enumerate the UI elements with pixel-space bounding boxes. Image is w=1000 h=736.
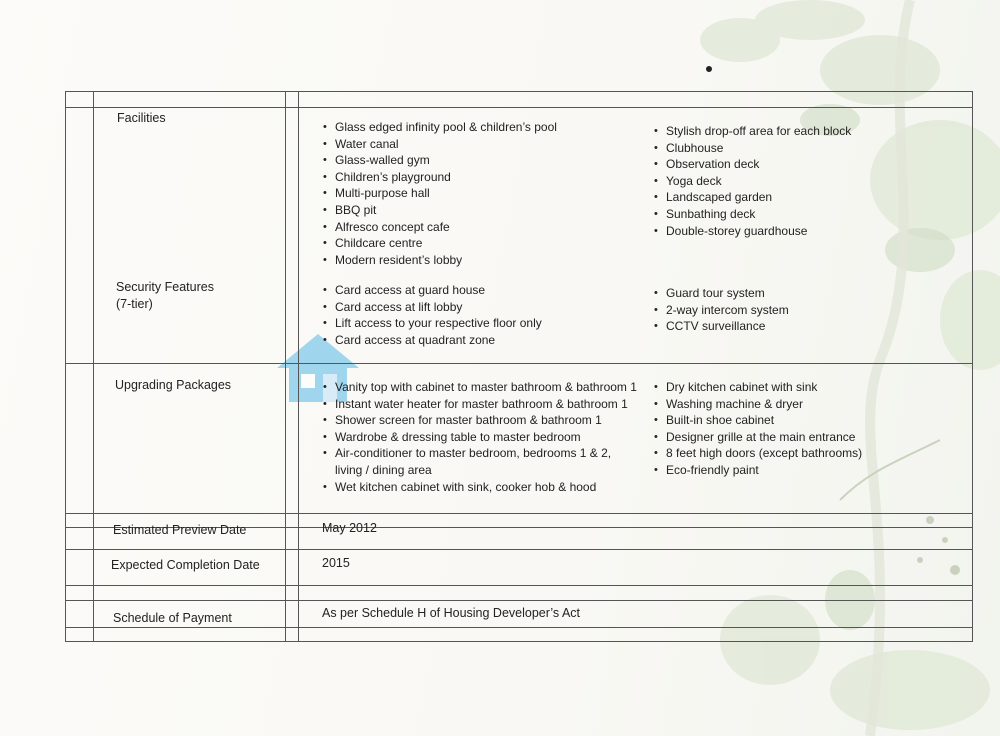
list-item: • Guard tour system: [654, 286, 765, 300]
list-item: • Eco-friendly paint: [654, 462, 759, 477]
bullet-icon: •: [323, 237, 327, 250]
bullet-icon: •: [654, 207, 658, 220]
bullet-icon: •: [654, 174, 658, 187]
table-column-divider: [285, 92, 286, 641]
bullet-icon: •: [323, 480, 327, 493]
table-row-divider: [65, 363, 973, 364]
bullet-icon: •: [323, 284, 327, 296]
bullet-icon: •: [654, 447, 658, 460]
payment-schedule-label: Schedule of Payment: [113, 611, 232, 625]
bullet-icon: •: [654, 224, 658, 237]
preview-date-value: May 2012: [322, 521, 377, 535]
list-item: • Glass-walled gym: [323, 153, 430, 168]
list-item: • Sunbathing deck: [654, 206, 756, 221]
list-item: • Washing machine & dryer: [654, 396, 803, 411]
bullet-icon: •: [323, 333, 327, 346]
bullet-icon: •: [323, 137, 327, 150]
list-item: • Dry kitchen cabinet with sink: [654, 380, 818, 394]
bullet-icon: •: [323, 253, 327, 266]
list-item: • Double-storey guardhouse: [654, 223, 808, 238]
table-border-right: [972, 92, 973, 641]
facilities-list-left: [322, 119, 652, 268]
bullet-icon: •: [654, 125, 658, 137]
list-item: • 2-way intercom system: [654, 302, 789, 317]
security-list-right: [653, 285, 963, 335]
table-row-divider: [65, 585, 973, 586]
security-label: [116, 279, 214, 313]
bullet-icon: •: [323, 121, 327, 133]
bullet-icon: •: [323, 430, 327, 443]
list-item: • Stylish drop-off area for each block: [654, 124, 852, 138]
ink-dot: [706, 66, 712, 72]
security-label-title: Security Features: [116, 280, 214, 294]
upgrading-list-right: [653, 379, 963, 479]
list-item: • Alfresco concept cafe: [323, 219, 450, 234]
table-row-divider: [65, 627, 973, 628]
list-item: • Wardrobe & dressing table to master bedroom: [323, 429, 581, 444]
list-item: • Water canal: [323, 136, 399, 151]
table-header-rule: [65, 107, 973, 108]
list-item: • Observation deck: [654, 157, 760, 172]
list-item: • Card access at guard house: [323, 283, 486, 297]
bullet-icon: •: [323, 203, 327, 216]
bullet-icon: •: [323, 381, 327, 393]
list-item: • Shower screen for master bathroom & bathroom 1: [323, 413, 602, 428]
list-item: • Air-conditioner to master bedroom, bedrooms 1 & 2, living / dining area: [323, 446, 612, 477]
upgrading-list-left: [322, 379, 642, 495]
bullet-icon: •: [654, 414, 658, 427]
bullet-icon: •: [654, 397, 658, 410]
list-item: • Wet kitchen cabinet with sink, cooker hob & hood: [323, 479, 597, 494]
table-border-inner-left: [93, 92, 94, 641]
list-item: • Glass edged infinity pool & children’s pool: [323, 120, 557, 134]
list-item: • Modern resident’s lobby: [323, 252, 463, 267]
bullet-icon: •: [654, 141, 658, 154]
list-item: • Card access at lift lobby: [323, 299, 463, 314]
upgrading-label: Upgrading Packages: [115, 378, 232, 392]
bullet-icon: •: [323, 300, 327, 313]
list-item: • BBQ pit: [323, 202, 377, 217]
table-column-divider-inner: [298, 92, 299, 641]
bullet-icon: •: [654, 287, 658, 299]
bullet-icon: •: [323, 317, 327, 330]
bullet-icon: •: [654, 463, 658, 476]
project-details-table: [65, 91, 973, 642]
preview-date-label: Estimated Preview Date: [113, 523, 247, 537]
bullet-icon: •: [654, 158, 658, 171]
completion-date-value: 2015: [322, 556, 350, 570]
list-item: • Landscaped garden: [654, 190, 773, 205]
bullet-icon: •: [323, 187, 327, 200]
list-item: • Built-in shoe cabinet: [654, 413, 775, 428]
list-item: • Childcare centre: [323, 236, 423, 251]
bullet-icon: •: [323, 220, 327, 233]
bullet-icon: •: [323, 154, 327, 167]
bullet-icon: •: [323, 170, 327, 183]
bullet-icon: •: [654, 191, 658, 204]
table-row-divider: [65, 600, 973, 601]
list-item: • CCTV surveillance: [654, 319, 766, 334]
facilities-label: Facilities: [117, 111, 166, 125]
security-list-left: [322, 282, 652, 348]
list-item: • Clubhouse: [654, 140, 724, 155]
table-row-divider: [65, 549, 973, 550]
list-item: • Card access at quadrant zone: [323, 332, 496, 347]
list-item: • 8 feet high doors (except bathrooms): [654, 446, 863, 461]
facilities-list-right: [653, 123, 963, 239]
table-row-divider: [65, 513, 973, 514]
list-item: • Multi-purpose hall: [323, 186, 430, 201]
list-item: • Children’s playground: [323, 169, 451, 184]
list-item: • Lift access to your respective floor only: [323, 316, 542, 331]
bullet-icon: •: [654, 381, 658, 393]
list-item: • Instant water heater for master bathroom & bathroom 1: [323, 396, 628, 411]
list-item: • Designer grille at the main entrance: [654, 429, 856, 444]
bullet-icon: •: [654, 320, 658, 333]
list-item: • Vanity top with cabinet to master bathroom & bathroom 1: [323, 380, 637, 394]
table-border-left: [65, 92, 66, 641]
completion-date-label: Expected Completion Date: [111, 558, 260, 572]
list-item: • Yoga deck: [654, 173, 722, 188]
payment-schedule-value: As per Schedule H of Housing Developer’s Act: [322, 606, 581, 620]
security-label-subtitle: (7-tier): [116, 297, 153, 311]
bullet-icon: •: [654, 430, 658, 443]
bullet-icon: •: [323, 414, 327, 427]
bullet-icon: •: [323, 397, 327, 410]
bullet-icon: •: [323, 447, 327, 460]
bullet-icon: •: [654, 303, 658, 316]
